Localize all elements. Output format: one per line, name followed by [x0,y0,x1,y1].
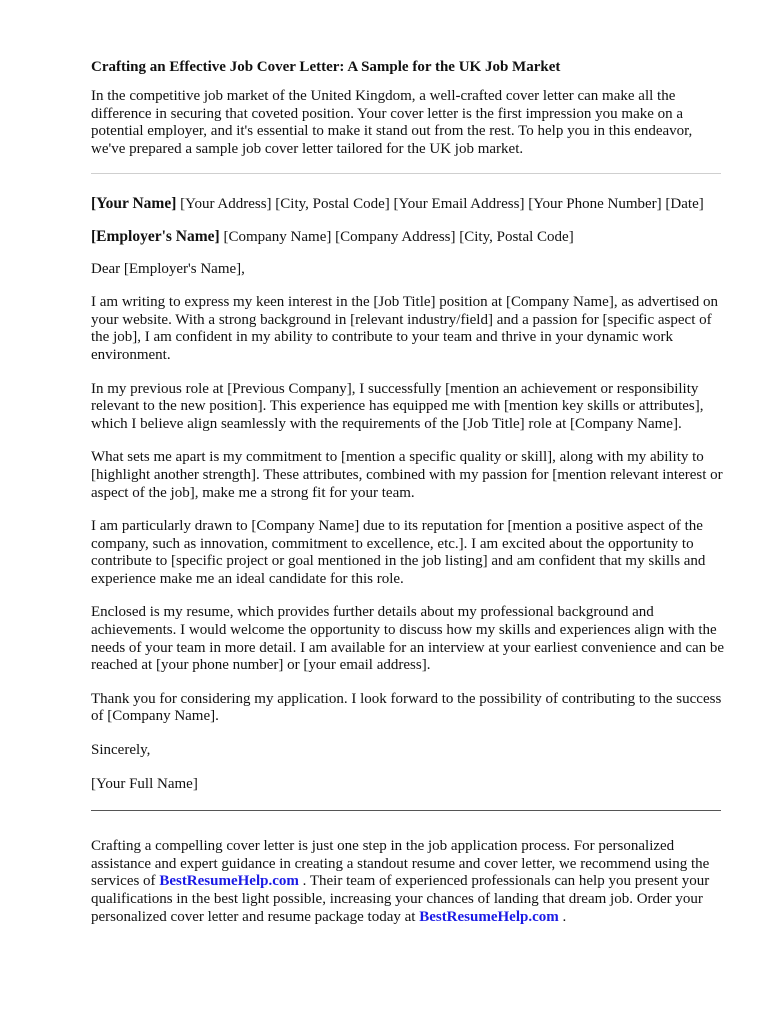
sender-contact-line [91,195,731,214]
sender-name: [Your Name] [91,195,177,213]
letter-paragraph: Enclosed is my resume, which provides further details about my professional background and achievements. I would welcome the opportunity to discuss how my skills and experiences align with the needs of your team in more detail. I am available for an interview at your earliest convenience and can be reached at [your phone number] or [your email address]. [91,604,725,674]
closing: Sincerely, [91,742,151,759]
footer-text-middle: . Their team of experienced professionals can help you present your qualifications in the best light possible, increasing your chances of landing that dream job. Order your personalized cover letter and resume package today at [91,873,710,925]
signature-name: [Your Full Name] [91,775,198,792]
footer-paragraph [91,838,723,926]
bestresumehelp-link-2[interactable]: BestResumeHelp.com [419,908,559,925]
employer-name: [Employer's Name] [91,227,220,245]
sender-details: [Your Address] [City, Postal Code] [Your Email Address] [Your Phone Number] [Date] [176,196,704,213]
section-divider-bottom [91,810,721,811]
footer-text-start: Crafting a compelling cover letter is just one step in the job application process. For personalized assistance and expert guidance in creating a standout resume and cover letter, we recommend using the services of [91,838,710,890]
section-divider-top [91,173,721,174]
letter-paragraph: What sets me apart is my commitment to [mention a specific quality or skill], along with my ability to [highlight another strength]. These attributes, combined with my passion for [mention relevant interest or aspect of the job], make me a strong fit for your team. [91,449,723,501]
letter-paragraph: I am writing to express my keen interest in the [Job Title] position at [Company Name], as advertised on your website. With a strong background in [relevant industry/field] and a passion for [specific aspect of the job], I am confident in my ability to contribute to your team and thrive in your dynamic work environment. [91,294,718,363]
intro-paragraph: In the competitive job market of the United Kingdom, a well-crafted cover letter can make all the difference in securing that coveted position. Your cover letter is the first impression you make on a potential employer, and it's essential to make it stand out from the rest. To help you in this endeavor, we've prepared a sample job cover letter tailored for the UK job market. [91,88,693,157]
footer-text-end: . [558,908,567,925]
bestresumehelp-link-1[interactable]: BestResumeHelp.com [159,873,299,890]
letter-paragraph: Thank you for considering my application. I look forward to the possibility of contributing to the success of [Company Name]. [91,690,722,725]
employer-contact-line [91,228,731,247]
salutation: Dear [Employer's Name], [91,260,245,277]
employer-details: [Company Name] [Company Address] [City, Postal Code] [219,228,574,245]
document-title: Crafting an Effective Job Cover Letter: A Sample for the UK Job Market [91,59,561,75]
letter-paragraph: In my previous role at [Previous Company], I successfully [mention an achievement or responsibility relevant to the new position]. This experience has equipped me with [mention key skills or attributes], which I believe align seamlessly with the requirements of the [Job Title] role at [Company Name]. [91,380,704,432]
document-page [91,58,731,942]
letter-paragraph: I am particularly drawn to [Company Name] due to its reputation for [mention a positive aspect of the company, such as innovation, commitment to excellence, etc.]. I am excited about the opportunity to contribute to [specific project or goal mentioned in the job listing] and am confident that my skills and experience make me an ideal candidate for this role. [91,518,706,587]
